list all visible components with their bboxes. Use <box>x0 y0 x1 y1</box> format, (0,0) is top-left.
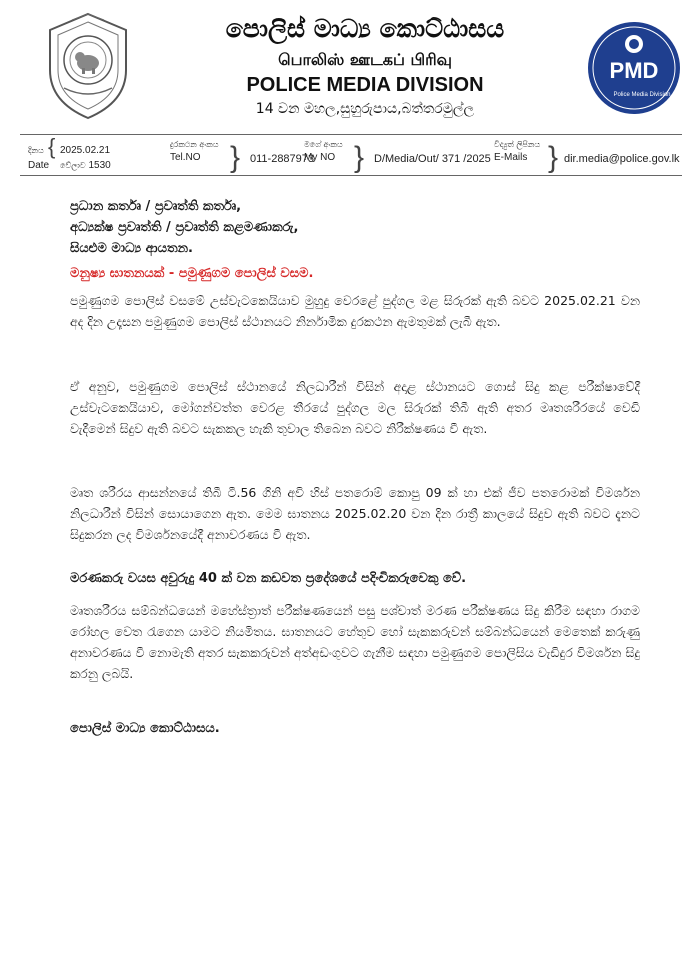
reference-strip <box>20 134 682 176</box>
date-label-en: Date <box>28 160 50 171</box>
org-name-tamil: பொலிஸ் ஊடகப் பிரிவு <box>278 50 452 69</box>
pmd-logo-text: PMD <box>609 58 659 83</box>
tel-block: දුරකථන අංකය Tel.NO } 011-2887973 <box>170 139 330 171</box>
date-block: දිනය { 2025.02.21 Date වේලාව 1530 <box>28 134 111 171</box>
tel-label-en: Tel.NO <box>170 152 201 163</box>
addressee-line: ප්‍රධාන කර්තෘ / ප්‍රවෘත්ති කර්තෘ, <box>70 199 242 214</box>
my-label-si: මගේ අංකය <box>304 140 343 149</box>
pmd-logo-ring-text: Police Media Division <box>613 92 671 98</box>
signature: පොලිස් මාධ්‍ය කොට්ඨාසය. <box>70 721 220 736</box>
time-label-si: වේලාව <box>60 161 86 170</box>
police-emblem-icon <box>42 10 134 122</box>
email-label-si: විද්‍යුත් ලිපිනය <box>494 140 541 149</box>
email-value: dir.media@police.gov.lk <box>564 153 680 165</box>
paragraph-1: පමුණුගම පොලිස් වසමේ උස්වැටකෙයියාව මුහුදු වෙරළේ පුද්ගල මළ සිරුරක් ඇති බවට 2025.02.21 වන අද දින උදෑසන පමුණුගම පොලිස් ස්ථානයට නිර්නාමික දුරකථන ඇමතුමක් ලැබී ඇත. <box>70 293 640 329</box>
paragraph-5: මෘතශරීරය සම්බන්ධයෙන් මහේස්ත්‍රාත් පරීක්ෂණයෙන් පසු පශ්චාත් මරණ පරීක්ෂණය සිදු කිරීම සඳහා රාගම රෝහල වෙත රැගෙන යාමට නියමිතය. ඝාතනයට හේතුව හෝ සැකකරුවන් සම්බන්ධයෙන් මෙතෙක් කරුණු අනාවරණය වී නොමැති අතර සැකකරුවන් අත්අඩංගුවට ගැනීම සඳහා පමුණුගම පොලිසිය වැඩිදුර විමර්ශන සිදු කරනු ලබයි. <box>70 603 640 681</box>
org-address: 14 වන මහල,සුහුරුපාය,බත්තරමුල්ල <box>255 101 475 117</box>
time-value: 1530 <box>88 160 111 171</box>
addressee-line: අධ්‍යක්ෂ ප්‍රවෘත්ති / ප්‍රවෘත්ති කළමණාකරු, <box>70 220 299 235</box>
date-label-si: දිනය <box>28 146 44 155</box>
pmd-logo-icon <box>586 20 682 116</box>
email-block: විද්‍යුත් ලිපිනය E-Mails } dir.media@police.gov.lk <box>494 139 682 171</box>
tel-value: 011-2887973 <box>250 153 315 165</box>
addressee-block <box>70 196 640 259</box>
paragraph-4: මරණකරු වයස අවුරුදු 40 ක් වන කඩවත ප්‍රදේශයේ පදිංචිකරුවෙකු වේ. <box>70 571 467 586</box>
date-value: 2025.02.21 <box>60 145 111 156</box>
addressee-line: සියළුම මාධ්‍ය ආයතන. <box>70 241 193 256</box>
org-name-english: POLICE MEDIA DIVISION <box>246 74 484 96</box>
ref-block: මගේ අංකය My NO } D/Media/Out/ 371 /2025 <box>304 139 524 171</box>
letterhead <box>150 12 580 120</box>
my-value: D/Media/Out/ 371 /2025 <box>374 153 491 165</box>
subject-line: මනුෂ්‍ය ඝාතනයක් - පමුණුගම පොලිස් වසම. <box>70 266 314 281</box>
paragraph-2: ඒ අනුව, පමුණුගම පොලිස් ස්ථානයේ නිලධාරීන් විසින් අදාළ ස්ථානයට ගොස් සිදු කළ පරීක්ෂාවේදී උස්වැටකෙයියාව, මෝගන්වත්ත වෙරළ තීරයේ පුද්ගල මල සිරුරක් තිබී ඇති අතර මෘතශරීරයේ වෙඩි වැදීමෙන් සිදුව ඇති බවට සැකකල හැකි තුවාල තිබෙන බවට නිරීක්ෂණය වී ඇත. <box>70 379 640 436</box>
org-name-sinhala: පොලිස් මාධ්‍ය කොට්ඨාසය <box>225 14 505 43</box>
my-label-en: My NO <box>304 152 336 163</box>
email-label-en: E-Mails <box>494 152 528 163</box>
tel-label-si: දුරකථන අංකය <box>170 140 219 149</box>
paragraph-3: මෘත ශරීරය ආසන්නයේ තිබී ටී.56 ගිනි අවි හිස් පතරොම් කොපු 09 ක් හා එක් ජීව පතරොමක් විමර්ශන නිලධාරීන් විසින් සොයාගෙන ඇත. මෙම ඝාතනය 2025.02.20 වන දින රාත්‍රී කාලයේ සිදුව ඇති බවට දැනට සිදුකරන ලද විමර්ශනයේදී අනාවරණය වී ඇත. <box>70 485 640 542</box>
